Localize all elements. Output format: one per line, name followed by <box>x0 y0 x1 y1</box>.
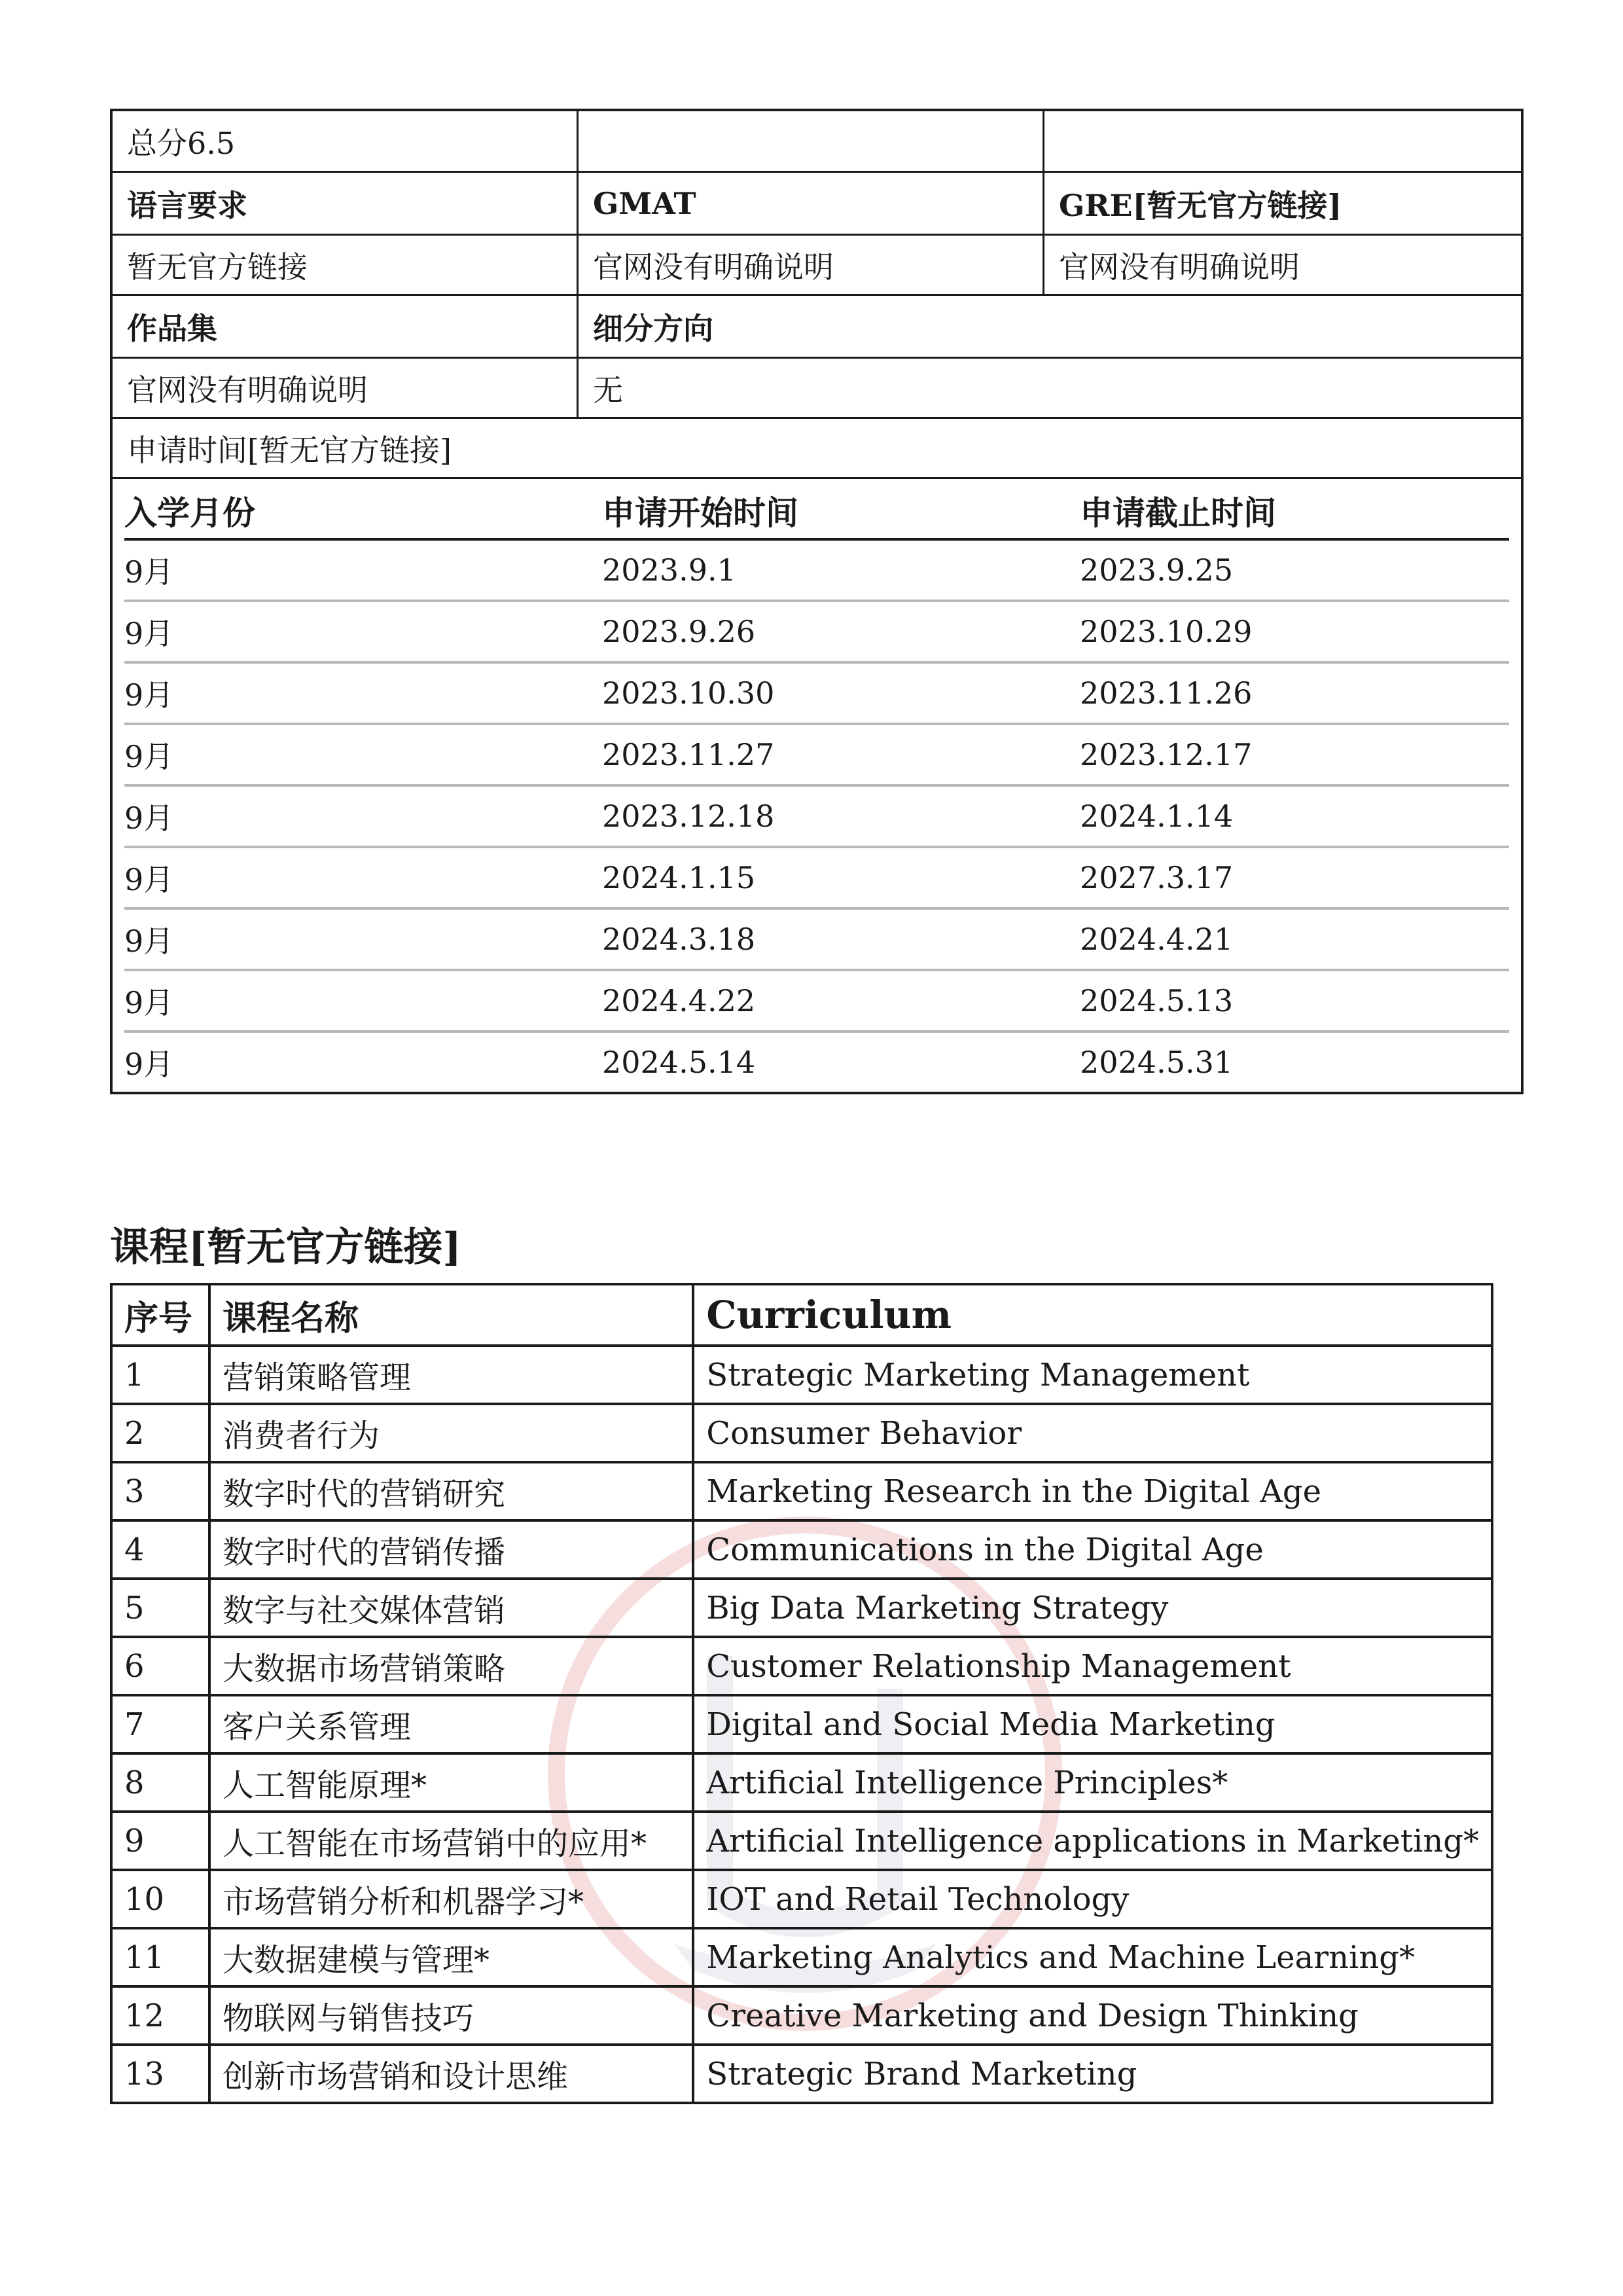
course-index: 8 <box>111 1753 209 1812</box>
course-index: 9 <box>111 1812 209 1870</box>
course-name-cn: 大数据市场营销策略 <box>209 1637 693 1695</box>
course-row-6 <box>111 1637 1492 1695</box>
timeline-container <box>113 479 1521 1092</box>
score-row <box>113 111 1521 173</box>
requirements-table <box>110 109 1524 1094</box>
course-name-cn: 大数据建模与管理* <box>209 1928 693 1986</box>
timeline-row-8 <box>124 970 1509 1031</box>
header-index: 序号 <box>111 1284 209 1346</box>
course-row-10 <box>111 1870 1492 1928</box>
month: 9月 <box>124 539 602 601</box>
course-row-9 <box>111 1812 1492 1870</box>
language-value-row <box>113 236 1521 296</box>
course-name-cn: 创新市场营销和设计思维 <box>209 2045 693 2103</box>
deadline: 2023.12.17 <box>1080 724 1509 785</box>
course-row-8 <box>111 1753 1492 1812</box>
start-date: 2024.4.22 <box>602 970 1080 1031</box>
language-value: 暂无官方链接 <box>113 236 579 294</box>
start-date: 2024.1.15 <box>602 847 1080 908</box>
timeline-row-2 <box>124 601 1509 662</box>
gmat-value: 官网没有明确说明 <box>579 236 1044 294</box>
deadline: 2027.3.17 <box>1080 847 1509 908</box>
timeline-header-deadline: 申请截止时间 <box>1080 483 1509 539</box>
portfolio-label: 作品集 <box>113 296 579 357</box>
course-index: 5 <box>111 1579 209 1637</box>
course-name-en: Creative Marketing and Design Thinking <box>693 1986 1492 2045</box>
timeline-row-4 <box>124 724 1509 785</box>
portfolio-header-row <box>113 296 1521 359</box>
course-name-cn: 营销策略管理 <box>209 1346 693 1404</box>
course-row-7 <box>111 1695 1492 1753</box>
course-name-en: Consumer Behavior <box>693 1404 1492 1462</box>
timeline-row-3 <box>124 662 1509 724</box>
course-name-en: IOT and Retail Technology <box>693 1870 1492 1928</box>
timeline-row-6 <box>124 847 1509 908</box>
course-name-en: Strategic Marketing Management <box>693 1346 1492 1404</box>
course-name-en: Customer Relationship Management <box>693 1637 1492 1695</box>
course-name-en: Strategic Brand Marketing <box>693 2045 1492 2103</box>
deadline: 2023.11.26 <box>1080 662 1509 724</box>
course-row-5 <box>111 1579 1492 1637</box>
header-course-name: 课程名称 <box>209 1284 693 1346</box>
empty-cell <box>1044 111 1521 171</box>
course-name-en: Digital and Social Media Marketing <box>693 1695 1492 1753</box>
language-header-row <box>113 173 1521 236</box>
month: 9月 <box>124 970 602 1031</box>
courses-title: 课程[暂无官方链接] <box>110 1225 461 1270</box>
course-name-en: Communications in the Digital Age <box>693 1520 1492 1579</box>
empty-cell <box>579 111 1044 171</box>
start-date: 2024.5.14 <box>602 1045 756 1080</box>
gre-value: 官网没有明确说明 <box>1059 249 1300 285</box>
course-index: 4 <box>111 1520 209 1579</box>
course-row-2 <box>111 1404 1492 1462</box>
course-index: 13 <box>111 2045 209 2103</box>
course-row-1 <box>111 1346 1492 1404</box>
month: 9月 <box>124 785 602 847</box>
timeline-row-9 <box>124 1031 1509 1092</box>
timeline-header-row <box>124 483 1509 539</box>
start-date: 2023.9.1 <box>602 539 1080 601</box>
course-name-en: Artificial Intelligence applications in Marketing* <box>693 1812 1492 1870</box>
course-index: 3 <box>111 1462 209 1520</box>
course-row-11 <box>111 1928 1492 1986</box>
course-name-cn: 消费者行为 <box>209 1404 693 1462</box>
gmat-label: GMAT <box>579 173 1044 234</box>
course-index: 7 <box>111 1695 209 1753</box>
deadline: 2024.4.21 <box>1080 908 1509 970</box>
course-index: 2 <box>111 1404 209 1462</box>
deadline: 2024.5.13 <box>1080 970 1509 1031</box>
course-name-cn: 人工智能在市场营销中的应用* <box>209 1812 693 1870</box>
course-name-en: Marketing Analytics and Machine Learning* <box>693 1928 1492 1986</box>
timeline-header-start: 申请开始时间 <box>602 483 1080 539</box>
course-row-12 <box>111 1986 1492 2045</box>
course-row-3 <box>111 1462 1492 1520</box>
start-date: 2023.9.26 <box>602 601 1080 662</box>
course-index: 10 <box>111 1870 209 1928</box>
course-name-cn: 数字时代的营销研究 <box>209 1462 693 1520</box>
timeline-label: 申请时间[暂无官方链接] <box>127 432 452 468</box>
score-note: 总分6.5 <box>113 111 579 171</box>
deadline: 2023.10.29 <box>1080 601 1509 662</box>
courses-table <box>110 1283 1493 2104</box>
course-row-13 <box>111 2045 1492 2103</box>
month: 9月 <box>124 1047 174 1082</box>
course-row-4 <box>111 1520 1492 1579</box>
month: 9月 <box>124 724 602 785</box>
deadline: 2024.5.31 <box>1080 1045 1234 1080</box>
course-name-cn: 人工智能原理* <box>209 1753 693 1812</box>
start-date: 2023.10.30 <box>602 662 1080 724</box>
direction-label: 细分方向 <box>593 310 713 346</box>
course-name-cn: 数字与社交媒体营销 <box>209 1579 693 1637</box>
timeline-row-7 <box>124 908 1509 970</box>
month: 9月 <box>124 662 602 724</box>
courses-header-row <box>111 1284 1492 1346</box>
course-index: 6 <box>111 1637 209 1695</box>
course-name-cn: 数字时代的营销传播 <box>209 1520 693 1579</box>
month: 9月 <box>124 601 602 662</box>
portfolio-value-row <box>113 359 1521 419</box>
course-name-cn: 物联网与销售技巧 <box>209 1986 693 2045</box>
course-index: 1 <box>111 1346 209 1404</box>
direction-value: 无 <box>593 372 623 408</box>
start-date: 2023.12.18 <box>602 785 1080 847</box>
start-date: 2023.11.27 <box>602 724 1080 785</box>
deadline: 2023.9.25 <box>1080 539 1509 601</box>
course-name-cn: 客户关系管理 <box>209 1695 693 1753</box>
gre-label: GRE[暂无官方链接] <box>1059 187 1342 223</box>
timeline-row-1 <box>124 539 1509 601</box>
portfolio-value: 官网没有明确说明 <box>113 359 579 417</box>
language-label: 语言要求 <box>113 173 579 234</box>
header-curriculum: Curriculum <box>693 1284 1492 1346</box>
course-index: 12 <box>111 1986 209 2045</box>
course-name-en: Artificial Intelligence Principles* <box>693 1753 1492 1812</box>
course-name-cn: 市场营销分析和机器学习* <box>209 1870 693 1928</box>
month: 9月 <box>124 847 602 908</box>
course-name-en: Marketing Research in the Digital Age <box>693 1462 1492 1520</box>
timeline-label-row <box>113 419 1521 479</box>
timeline-row-5 <box>124 785 1509 847</box>
course-name-en: Big Data Marketing Strategy <box>693 1579 1492 1637</box>
timeline-row <box>113 479 1521 1092</box>
deadline: 2024.1.14 <box>1080 785 1509 847</box>
start-date: 2024.3.18 <box>602 908 1080 970</box>
timeline-header-month: 入学月份 <box>124 483 602 539</box>
course-index: 11 <box>111 1928 209 1986</box>
timeline-table <box>124 483 1509 1092</box>
month: 9月 <box>124 908 602 970</box>
